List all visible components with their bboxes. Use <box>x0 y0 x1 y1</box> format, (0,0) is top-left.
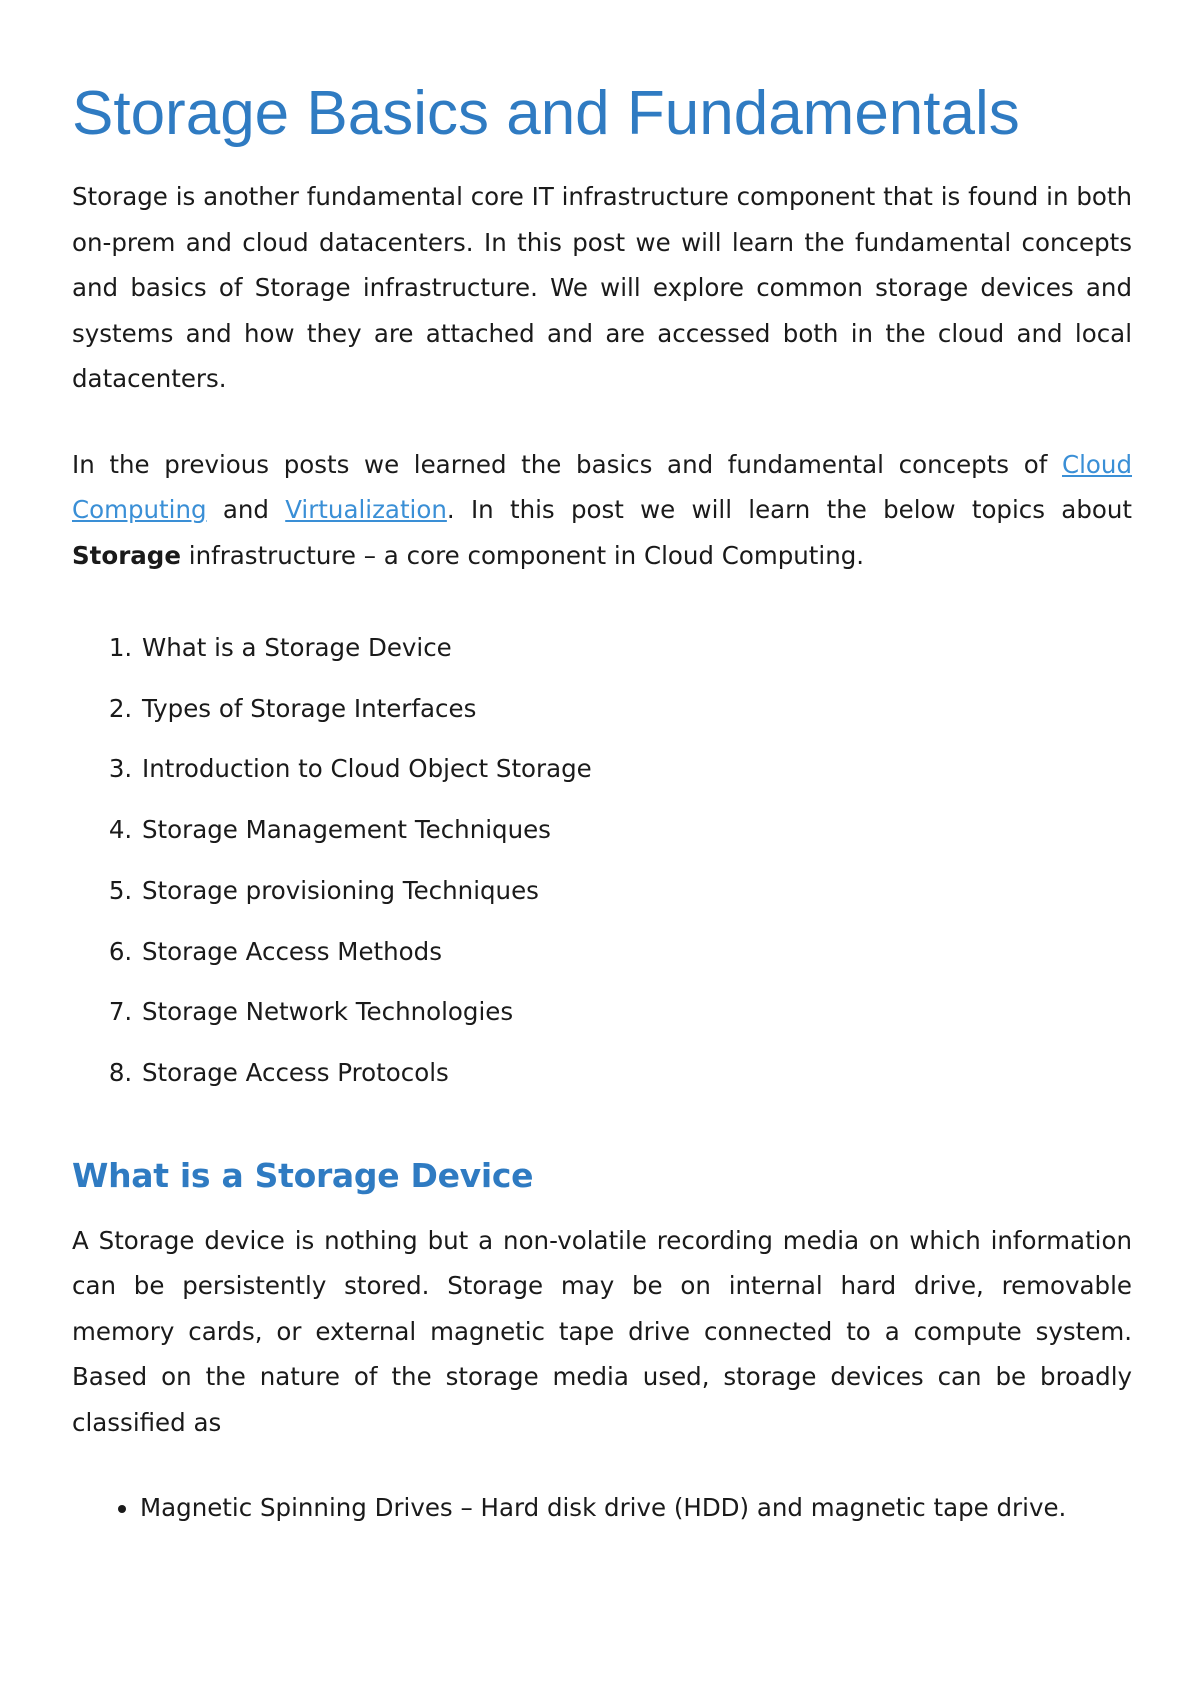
list-item: 3. Introduction to Cloud Object Storage <box>140 739 1132 800</box>
document-page <box>72 74 1132 1531</box>
cloud-computing-link[interactable]: Cloud Computing <box>72 449 1132 524</box>
list-item: 5. Storage provisioning Techniques <box>140 861 1132 922</box>
topics-list <box>72 618 1132 1104</box>
list-item: • Magnetic Spinning Drives – Hard disk drive (HDD) and magnetic tape drive. <box>140 1485 1132 1531</box>
storage-types-list <box>72 1485 1132 1531</box>
virtualization-link[interactable]: Virtualization <box>285 495 447 524</box>
intro-paragraph: Storage is another fundamental core IT infrastructure component that is found in both on-prem and cloud datacenters. In this post we will learn the fundamental concepts and basics of Storage infrastructure. We will explore common storage devices and systems and how they are attached and are accessed both in the cloud and local datacenters. <box>72 182 1132 393</box>
list-item: 4. Storage Management Techniques <box>140 800 1132 861</box>
storage-device-paragraph: A Storage device is nothing but a non-volatile recording media on which information can be persistently stored. Storage may be on internal hard drive, removable memory cards, or external magnetic tape drive connected to a compute system. Based on the nature of the storage media used, storage devices can be broadly classified as <box>72 1225 1132 1437</box>
list-item: 6. Storage Access Methods <box>140 922 1132 983</box>
previous-posts-paragraph <box>72 442 1132 579</box>
page-title: Storage Basics and Fundamentals <box>72 79 1020 148</box>
previous-text-and: and <box>206 495 286 524</box>
previous-text-middle: . In this post we will learn the below topics about <box>446 495 1132 524</box>
list-item: 7. Storage Network Technologies <box>140 982 1132 1043</box>
list-item: 2. Types of Storage Interfaces <box>140 679 1132 740</box>
storage-bold-word: Storage <box>72 540 181 570</box>
section-heading-storage-device: What is a Storage Device <box>72 1155 534 1195</box>
previous-text-before: In the previous posts we learned the basics and fundamental concepts of <box>72 449 1063 479</box>
list-item: 1. What is a Storage Device <box>140 618 1132 679</box>
previous-text-after: infrastructure – a core component in Cloud Computing. <box>180 540 865 570</box>
list-item: 8. Storage Access Protocols <box>140 1043 1132 1104</box>
